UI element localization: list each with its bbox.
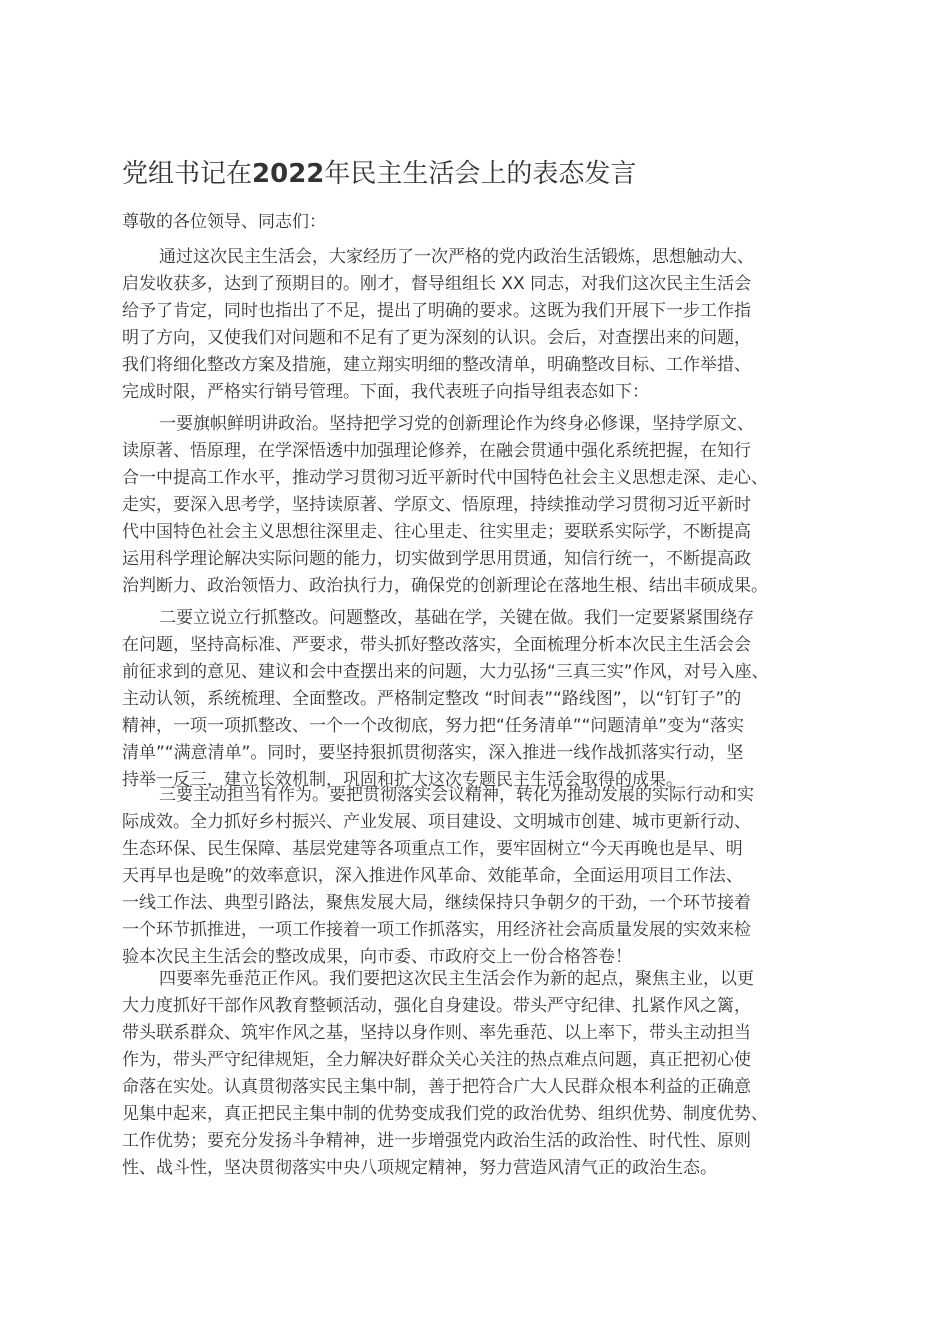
text-line: 际成效。全力抓好乡村振兴、产业发展、项目建设、文明城市创建、城市更新行动、 xyxy=(122,812,751,832)
text-line: 性、战斗性，坚决贯彻落实中央八项规定精神，努力营造风清气正的政治生态。 xyxy=(122,1158,717,1178)
text-line: 完成时限，严格实行销号管理。下面，我代表班子向指导组表态如下： xyxy=(122,382,649,402)
text-line: 见集中起来，真正把民主集中制的优势变成我们党的政治优势、组织优势、制度优势、 xyxy=(122,1104,768,1124)
text-line: 清单”“满意清单”。同时，要坚持狠抓贯彻落实，深入推进一线作战抓落实行动，坚 xyxy=(122,743,744,763)
text-line: 精神，一项一项抓整改、一个一个改彻底，努力把“任务清单”“问题清单”变为“落实 xyxy=(122,716,745,736)
text-line: 持举一反三，建立长效机制，巩固和扩大这次专题民主生活会取得的成果。 xyxy=(122,770,683,790)
text-line: 启发收获多，达到了预期目的。刚才，督导组组长 XX 同志，对我们这次民主生活会 xyxy=(122,274,752,294)
paragraph-responsibility xyxy=(122,782,754,971)
paragraph-style xyxy=(122,966,768,1182)
text-line: 走实，要深入思考学，坚持读原著、学原文、悟原理，持续推动学习贯彻习近平新时 xyxy=(122,495,751,515)
text-line: 在问题，坚持高标准、严要求，带头抓好整改落实，全面梳理分析本次民主生活会会 xyxy=(122,635,751,655)
text-line: 主动认领，系统梳理、全面整改。严格制定整改 “时间表”“路线图”，以“钉钉子”的 xyxy=(122,689,742,709)
text-line: 我们将细化整改方案及措施，建立翔实明细的整改清单，明确整改目标、工作举措、 xyxy=(122,355,751,375)
text-line: 四要率先垂范正作风。我们要把这次民主生活会作为新的起点，聚焦主业，以更 xyxy=(159,969,754,989)
text-line: 带头联系群众、筑牢作风之基，坚持以身作则、率先垂范、以上率下，带头主动担当 xyxy=(122,1023,751,1043)
text-line: 运用科学理论解决实际问题的能力，切实做到学思用贯通，知信行统一，不断提高政 xyxy=(122,549,751,569)
text-line: 一个环节抓推进，一项工作接着一项工作抓落实，用经济社会高质量发展的实效来检 xyxy=(122,920,751,940)
title-year: 2022 xyxy=(252,159,325,189)
text-line: 天再早也是晚”的效率意识，深入推进作风革命、效能革命，全面运用项目工作法、 xyxy=(122,866,743,886)
paragraph-intro xyxy=(122,244,754,406)
title-suffix: 年民主生活会上的表态发言 xyxy=(324,159,637,189)
text-line: 二要立说立行抓整改。问题整改，基础在学，关键在做。我们一定要紧紧围绕存 xyxy=(159,608,754,628)
text-line: 前征求到的意见、建议和会中查摆出来的问题，大力弘扬“三真三实”作风，对号入座、 xyxy=(122,662,769,682)
text-line: 大力度抓好干部作风教育整顿活动，强化自身建设。带头严守纪律、扎紧作风之篱， xyxy=(122,996,751,1016)
paragraph-politics xyxy=(122,411,768,600)
text-line: 明了方向，又使我们对问题和不足有了更为深刻的认识。会后，对查摆出来的问题， xyxy=(122,328,751,348)
text-line: 作为，带头严守纪律规矩，全力解决好群众关心关注的热点难点问题，真正把初心使 xyxy=(122,1050,751,1070)
text-line: 读原著、悟原理，在学深悟透中加强理论修养，在融会贯通中强化系统把握，在知行 xyxy=(122,441,751,461)
text-line: 合一中提高工作水平，推动学习贯彻习近平新时代中国特色社会主义思想走深、走心、 xyxy=(122,468,768,488)
text-line: 命落在实处。认真贯彻落实民主集中制，善于把符合广大人民群众根本利益的正确意 xyxy=(122,1077,751,1097)
text-line: 给予了肯定，同时也指出了不足，提出了明确的要求。这既为我们开展下一步工作指 xyxy=(122,301,751,321)
text-line: 工作优势；要充分发扬斗争精神，进一步增强党内政治生活的政治性、时代性、原则 xyxy=(122,1131,751,1151)
text-line: 代中国特色社会主义思想往深里走、往心里走、往实里走；要联系实际学，不断提高 xyxy=(122,522,751,542)
paragraph-rectification xyxy=(122,605,769,794)
text-line: 一线工作法、典型引路法，聚焦发展大局，继续保持只争朝夕的干劲，一个环节接着 xyxy=(122,893,751,913)
text-line: 三要主动担当有作为。要把贯彻落实会议精神，转化为推动发展的实际行动和实 xyxy=(159,785,754,805)
text-line: 一要旗帜鲜明讲政治。坚持把学习党的创新理论作为终身必修课，坚持学原文、 xyxy=(159,414,754,434)
salutation: 尊敬的各位领导、同志们： xyxy=(122,212,326,232)
text-line: 治判断力、政治领悟力、政治执行力，确保党的创新理论在落地生根、结出丰硕成果。 xyxy=(122,576,768,596)
title-prefix: 党组书记在 xyxy=(122,159,253,189)
text-line: 验本次民主生活会的整改成果，向市委、市政府交上一份合格答卷！ xyxy=(122,947,632,967)
text-line: 通过这次民主生活会，大家经历了一次严格的党内政治生活锻炼，思想触动大、 xyxy=(159,247,754,267)
page-title xyxy=(122,150,842,198)
text-line: 生态环保、民生保障、基层党建等各项重点工作，要牢固树立“今天再晚也是早、明 xyxy=(122,839,743,859)
